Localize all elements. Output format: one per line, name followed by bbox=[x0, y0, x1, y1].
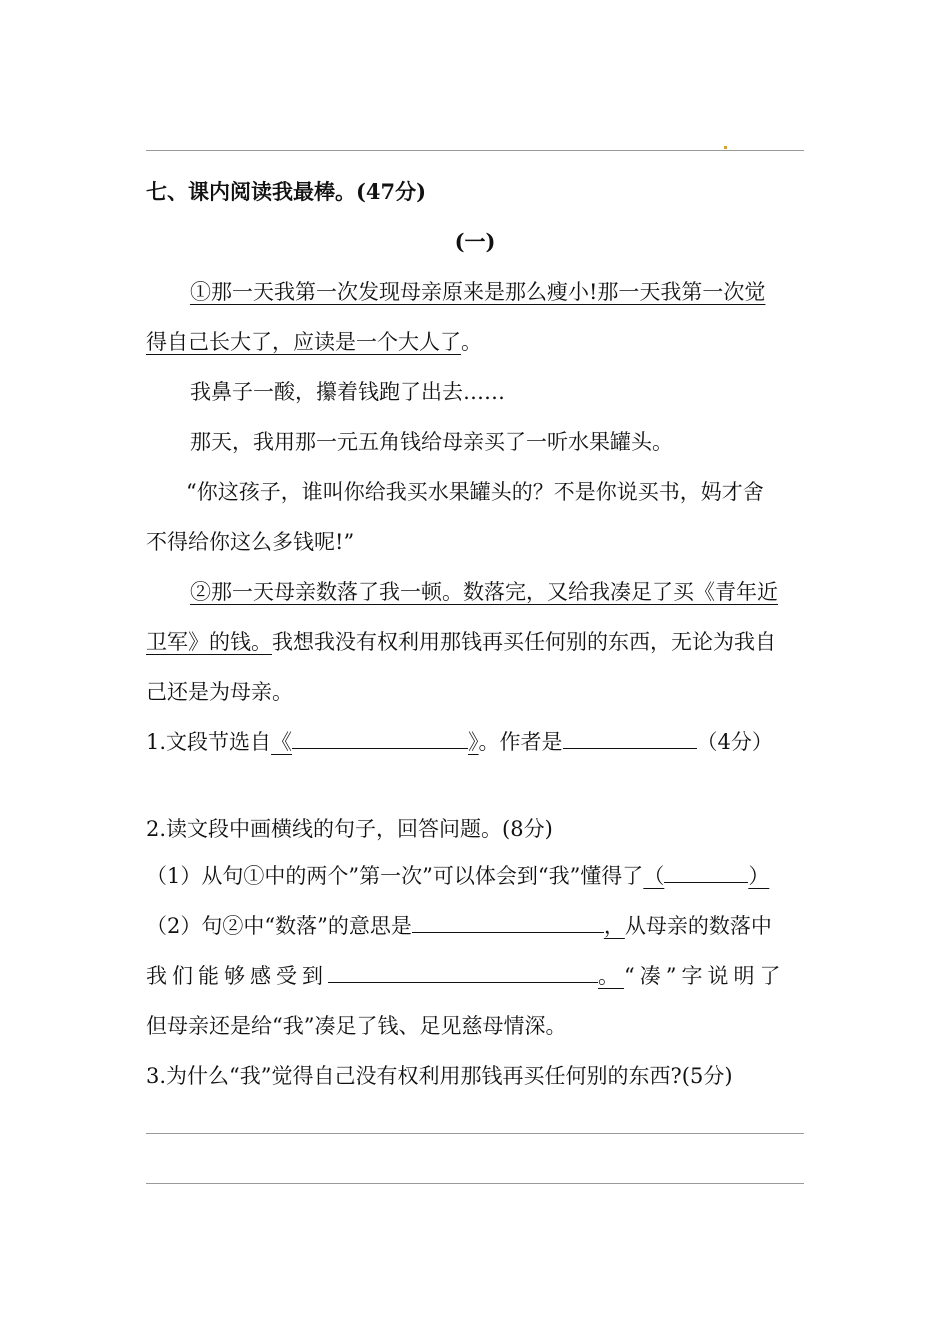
q2-3-rest: “凑”字说明了 bbox=[624, 964, 786, 988]
q2-2-comma: ， bbox=[603, 914, 625, 938]
question-2-1 bbox=[146, 862, 769, 890]
q2-3-prefix: 我们能够感受到 bbox=[146, 964, 328, 988]
q1-book-open: 《 bbox=[271, 730, 293, 754]
passage-line-3: 我鼻子一酸，攥着钱跑了出去…… bbox=[190, 380, 505, 404]
passage-line-5: “你这孩子，谁叫你给我买水果罐头的？不是你说买书，妈才舍 bbox=[186, 480, 764, 504]
q2-2-rest: 从母亲的数落中 bbox=[624, 914, 772, 938]
passage-line-7 bbox=[190, 578, 778, 606]
question-2: 2.读文段中画横线的句子，回答问题。(8分) bbox=[146, 817, 553, 841]
passage-line-8 bbox=[146, 628, 776, 656]
answer-line-1[interactable] bbox=[146, 1133, 804, 1134]
section-subtitle: (一) bbox=[454, 229, 496, 254]
underlined-sentence-1: ①那一天我第一次发现母亲原来是那么瘦小!那一天我第一次觉 bbox=[190, 280, 766, 304]
passage-line-2 bbox=[146, 328, 482, 356]
q2-2-meaning-blank[interactable] bbox=[412, 912, 604, 933]
question-1 bbox=[146, 728, 773, 756]
underlined-sentence-1-end: 得自己长大了，应读是一个大人了 bbox=[146, 330, 461, 354]
underlined-sentence-2: ②那一天母亲数落了我一顿。数落完，又给我凑足了买《青年近 bbox=[190, 580, 778, 604]
top-divider bbox=[146, 150, 804, 151]
q1-mid: 。作者是 bbox=[478, 730, 563, 754]
q2-1-answer-blank[interactable] bbox=[664, 862, 748, 883]
passage-line-4: 那天，我用那一元五角钱给母亲买了一听水果罐头。 bbox=[190, 430, 673, 454]
answer-line-2[interactable] bbox=[146, 1183, 804, 1184]
question-2-3 bbox=[146, 962, 785, 990]
q1-book-close: 》 bbox=[468, 730, 479, 754]
sentence-end-mark: 。 bbox=[461, 330, 482, 354]
q2-2-prefix: （2）句②中“数落”的意思是 bbox=[146, 914, 412, 938]
underlined-sentence-2-end: 卫军》的钱。 bbox=[146, 630, 272, 654]
q1-book-title-blank[interactable] bbox=[292, 728, 468, 749]
question-3: 3.为什么“我”觉得自己没有权利用那钱再买任何别的东西?(5分) bbox=[146, 1064, 733, 1088]
passage-line-6: 不得给你这么多钱呢!” bbox=[146, 530, 355, 554]
question-2-4: 但母亲还是给“我”凑足了钱、足见慈母情深。 bbox=[146, 1014, 567, 1038]
decorative-dot bbox=[724, 146, 727, 149]
q2-3-period: 。 bbox=[598, 964, 624, 988]
passage-line-9: 己还是为母亲。 bbox=[146, 680, 293, 704]
question-2-2 bbox=[146, 912, 772, 940]
q1-prefix: 1.文段节选自 bbox=[146, 730, 272, 754]
q1-author-blank[interactable] bbox=[563, 728, 697, 749]
q1-score: （4分） bbox=[696, 730, 773, 754]
section-title: 七、课内阅读我最棒。(47分) bbox=[146, 179, 427, 204]
q2-1-prefix: （1）从句①中的两个”第一次”可以体会到“我”懂得了 bbox=[146, 864, 644, 888]
q2-1-open: （ bbox=[643, 864, 665, 888]
passage-text: 我想我没有权利用那钱再买任何别的东西，无论为我自 bbox=[272, 630, 776, 654]
q2-1-close: ） bbox=[748, 864, 770, 888]
q2-3-feeling-blank[interactable] bbox=[328, 962, 598, 983]
passage-line-1 bbox=[190, 278, 765, 306]
